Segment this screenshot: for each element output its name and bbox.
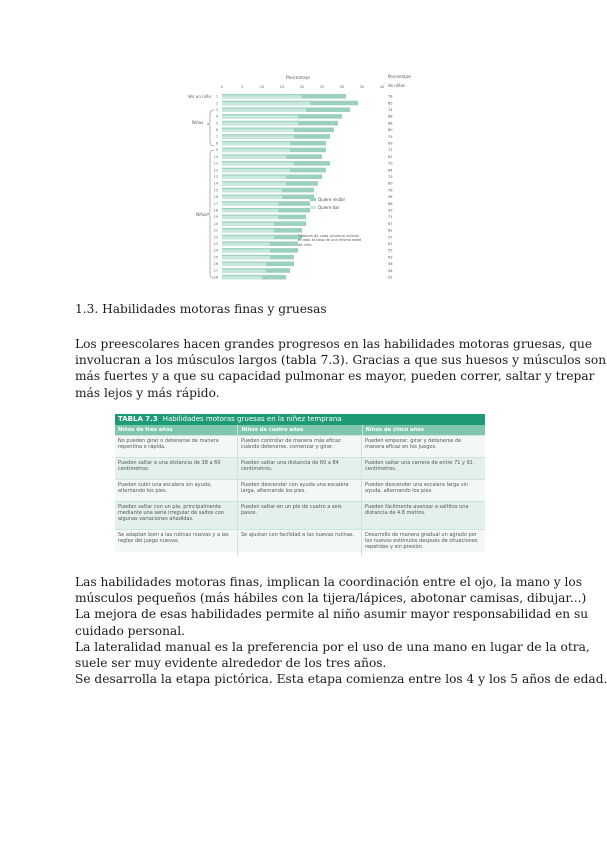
bar-quiere-dar [222, 102, 310, 105]
right-value: 54 [388, 268, 393, 273]
axis-tick-label: 10 [259, 85, 265, 89]
table-cell: Pueden subir una escalera sin ayuda, alternando los pies. [115, 480, 238, 501]
bar-quiere-dar [222, 236, 274, 239]
axis-tick-label: 20 [299, 85, 305, 89]
bar-quiere-dar [222, 135, 294, 138]
bar-quiere-dar [222, 276, 262, 279]
right-value: 60 [388, 181, 393, 186]
right-value: 64 [388, 168, 393, 173]
table-cell: Pueden saltar con un pie, principalmente mediante una serie irregular de saltos con algunas variaciones añadidas. [115, 502, 238, 529]
legend-dark: Quiere recibir [318, 197, 346, 202]
text-line: La lateralidad manual es la preferencia por el uso de una mano en lugar de la otra, [75, 639, 590, 654]
brace-ninas [207, 110, 214, 146]
bar-quiere-dar [222, 95, 302, 98]
category-label: 2 [215, 101, 218, 106]
right-value: 61 [388, 154, 393, 159]
category-label: 26 [213, 262, 218, 267]
right-value: 88 [388, 114, 393, 119]
right-value: 76 [388, 188, 393, 193]
right-value: 78 [388, 94, 393, 99]
column-header: Niños de tres años [115, 425, 238, 435]
bar-quiere-dar [222, 109, 306, 112]
bar-quiere-dar [222, 209, 278, 212]
right-value: 72 [388, 148, 393, 153]
axis-ticks [221, 85, 385, 89]
category-label: 7 [215, 134, 218, 139]
text-line: cuidado personal. [75, 623, 185, 638]
figure-note: *Valores de cada columna indican el dato al caso de una misma edad de niño. [298, 234, 362, 247]
bar-quiere-dar [222, 162, 294, 165]
category-label: 13 [213, 175, 218, 179]
category-label: 23 [213, 242, 218, 246]
text-line: Las habilidades motoras finas, implican la coordinación entre el ojo, la mano y los [75, 575, 582, 589]
category-label: 27 [213, 268, 218, 273]
section-heading: 1.3. Habilidades motoras finas y gruesas [75, 302, 327, 316]
legend-swatch-light [310, 206, 316, 209]
right-value: 55 [388, 248, 393, 253]
right-value: 80 [388, 128, 393, 133]
right-value: 58 [388, 195, 393, 200]
table-cell: Se adaptan bien a las rutinas nuevas y a las reglas del juego nuevas. [115, 530, 238, 556]
right-value: 57 [388, 235, 393, 240]
bar-quiere-dar [222, 196, 282, 199]
table-row [115, 457, 485, 479]
motor-skills-table [115, 414, 485, 552]
right-value: 69 [388, 141, 393, 146]
text-line: más lejos y más rápido. [75, 385, 220, 400]
bar-quiere-dar [222, 189, 282, 192]
right-value: 70 [388, 161, 393, 166]
chart-figure [188, 74, 412, 286]
bar-quiere-dar [222, 223, 274, 226]
category-label: 1 [215, 94, 218, 99]
category-label: 20 [213, 221, 218, 226]
text-line: involucran a los músculos largos (tabla 7.3). Gracias a que sus huesos y músculos son [75, 353, 607, 368]
bar-quiere-dar [222, 169, 290, 172]
paragraph-gross-motor [75, 336, 607, 401]
category-label: 6 [215, 128, 218, 133]
category-label: 16 [213, 195, 218, 200]
bar-quiere-dar [222, 129, 294, 132]
right-value: 56 [388, 262, 393, 267]
category-label: 3 [215, 108, 218, 112]
table-cell: Pueden saltar una distancia de 60 a 84 centímetros. [238, 458, 362, 479]
legend-swatch-dark [310, 198, 316, 201]
category-label: 4 [215, 114, 218, 119]
text-line: suele ser muy evidente alrededor de los tres años. [75, 656, 387, 671]
right-value: 63 [388, 255, 393, 260]
table-row [115, 435, 485, 457]
table-cell: Pueden descender con ayuda una escalera larga, alternando los pies. [238, 480, 362, 501]
category-label: 8 [215, 141, 218, 146]
bar-quiere-dar [222, 156, 286, 159]
axis-tick-label: 40 [379, 85, 385, 89]
table-cell: Pueden saltar en un pie de cuatro a seis pasos. [238, 502, 362, 529]
table-cell: Pueden empezar, girar y detenerse de manera eficaz en los juegos. [365, 438, 462, 451]
text-line: más fuertes y a que su capacidad pulmonar es mayor, pueden correr, saltar y trepar [75, 369, 595, 384]
bar-quiere-dar [222, 176, 286, 179]
table-cell: Pueden descender una escalera larga sin ayuda, alternando los pies. [365, 482, 468, 495]
row-label-left: Ver un niño [188, 94, 211, 99]
axis-tick-label: 30 [339, 85, 345, 89]
text-line: Se desarrolla la etapa pictórica. Esta etapa comienza entre los 4 y los 5 años de edad. [75, 672, 607, 687]
category-label: 10 [213, 154, 218, 159]
legend-light: Quiere dar [318, 205, 340, 210]
right-value: 52 [388, 275, 393, 280]
category-label: 28 [213, 275, 218, 280]
paragraph-fine-motor [75, 574, 607, 687]
right-value: 61 [388, 242, 393, 246]
right-value: 66 [388, 201, 393, 206]
bar-quiere-dar [222, 256, 270, 259]
category-label: 18 [213, 208, 218, 213]
bar-quiere-dar [222, 149, 290, 152]
table-row [115, 479, 485, 501]
right-value: 71 [388, 215, 393, 220]
bar-quiere-dar [222, 142, 290, 145]
table-cell: Se ajustan con facilidad a las nuevas rutinas. [238, 530, 362, 556]
bar-quiere-dar [222, 229, 274, 232]
category-label: 14 [213, 181, 218, 186]
text-line: La mejora de esas habilidades permite al niño asumir mayor responsabilidad en su [75, 607, 589, 622]
category-label: 9 [215, 148, 218, 153]
table-cell: Pueden saltar a una distancia de 38 a 60 centímetros. [115, 458, 238, 479]
right-value: 73 [388, 175, 393, 179]
table-title: Habilidades motoras gruesas en la niñez temprana [162, 415, 342, 423]
category-label: 12 [213, 168, 218, 173]
right-value: 75 [388, 134, 393, 139]
axis-tick-label: 5 [240, 85, 244, 89]
group-label-ninos: Niños [196, 212, 208, 217]
bar-quiere-dar [222, 263, 266, 266]
right-value: 62 [388, 228, 393, 233]
bar-quiere-dar [222, 249, 270, 252]
table-row [115, 501, 485, 529]
category-label: 21 [213, 228, 218, 233]
right-value: 85 [388, 101, 393, 106]
right-value: 68 [388, 121, 393, 126]
table-cell: Pueden saltar una carrera de entre 71 y 91 centímetros. [365, 460, 473, 473]
category-label: 11 [213, 161, 218, 166]
right-value: 59 [388, 208, 393, 213]
right-value: 67 [388, 221, 393, 226]
axis-tick-label: 35 [359, 85, 365, 89]
right-header-1: Porcentajes [388, 74, 412, 79]
category-label: 25 [213, 255, 218, 260]
table-row [115, 529, 485, 556]
bar-quiere-dar [222, 182, 286, 185]
bar-quiere-dar [222, 122, 298, 125]
category-label: 17 [213, 201, 218, 206]
axis-tick-label: 0 [220, 85, 224, 89]
bar-quiere-dar [222, 115, 298, 118]
column-header: Niños de cinco años [365, 427, 424, 433]
text-line: Los preescolares hacen grandes progresos en las habilidades motoras gruesas, que [75, 337, 593, 351]
table-title-bar [115, 414, 485, 425]
axis-tick-label: 25 [319, 85, 325, 89]
category-label: 5 [215, 121, 218, 126]
axis-title: Porcentaje [286, 76, 310, 81]
axis-tick-label: 15 [279, 85, 285, 89]
table-header-row [115, 425, 485, 435]
table-cell: Desarrollo de manera gradual un agrado por los nuevos estímulos después de situaciones repetidas y sin presión. [365, 532, 478, 551]
table-cell: No pueden girar o detenerse de manera repentina o rápida. [115, 436, 238, 457]
table-cell: Pueden controlar de manera más eficaz cuándo detenerse, comenzar y girar. [238, 436, 362, 457]
bar-quiere-dar [222, 216, 278, 219]
category-label: 19 [213, 215, 218, 220]
category-label: 15 [213, 188, 218, 193]
table-cell: Pueden fácilmente avanzar a saltitos una distancia de 4.8 metros. [365, 504, 469, 517]
bar-quiere-dar [222, 202, 278, 205]
column-header: Niños de cuatro años [238, 425, 362, 435]
text-line: músculos pequeños (más hábiles con la tijera/lápices, abotonar camisas, dibujar...) [75, 591, 587, 606]
table-body [115, 435, 485, 556]
right-values [388, 95, 393, 280]
bar-quiere-dar [222, 243, 270, 246]
right-value: 74 [388, 108, 393, 112]
right-header-2: de niños [388, 83, 405, 88]
bar-quiere-dar [222, 269, 266, 272]
category-label: 22 [213, 235, 218, 240]
category-label: 24 [213, 248, 218, 253]
group-label-ninas: Niñas [192, 120, 204, 125]
table-label: TABLA 7.3 [118, 415, 158, 423]
